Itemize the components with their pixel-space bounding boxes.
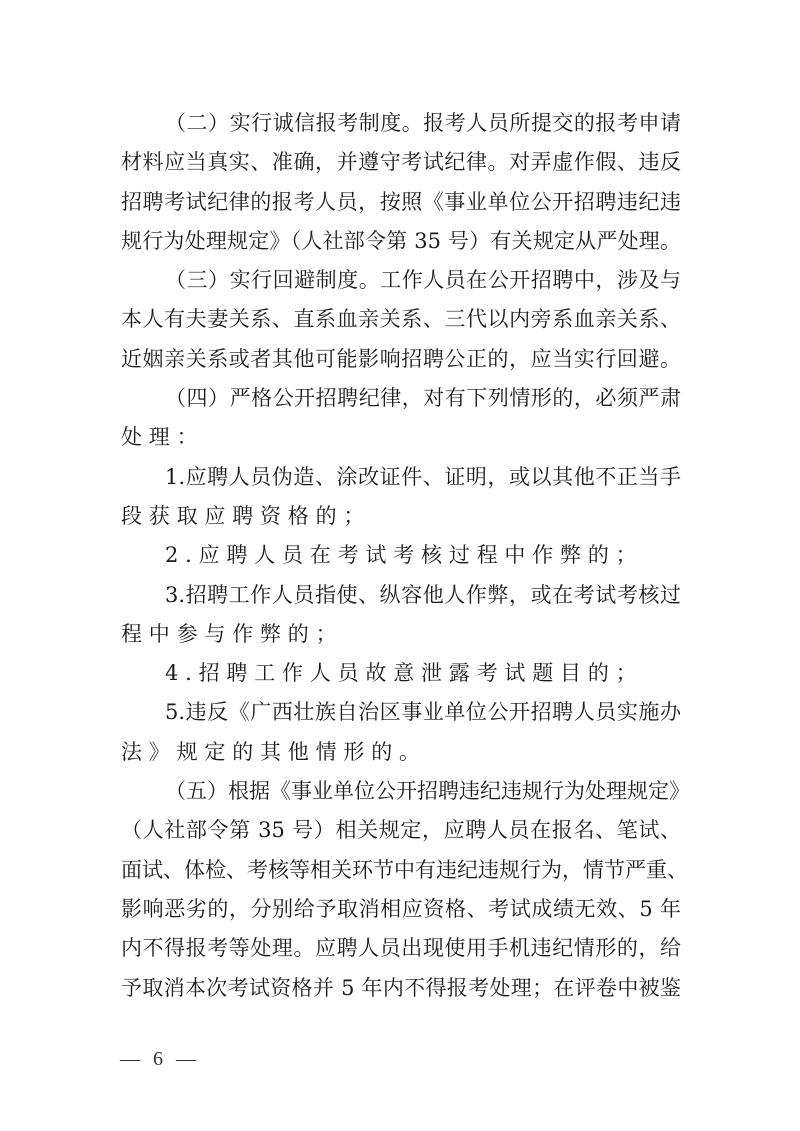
text-line: 规行为处理规定》（人社部令第 35 号）有关规定从严处理。 (121, 228, 681, 253)
text-line: 处理： (121, 425, 205, 450)
text-line: 4.招聘工作人员故意泄露考试题目的； (165, 661, 644, 686)
text-line: 2.应聘人员在考试考核过程中作弊的； (165, 543, 644, 568)
page-number: — 6 — (120, 1048, 200, 1070)
text-line: 招聘考试纪律的报考人员，按照《事业单位公开招聘违纪违 (121, 189, 681, 214)
text-line: 段获取应聘资格的； (121, 503, 372, 528)
text-line: （人社部令第 35 号）相关规定，应聘人员在报名、笔试、 (121, 818, 681, 843)
text-line: （三）实行回避制度。工作人员在公开招聘中，涉及与 (165, 268, 681, 293)
text-line: 予取消本次考试资格并 5 年内不得报考处理；在评卷中被鉴 (121, 975, 681, 1000)
text-line: 5.违反《广西壮族自治区事业单位公开招聘人员实施办 (165, 700, 681, 725)
text-line: 近姻亲关系或者其他可能影响招聘公正的，应当实行回避。 (121, 346, 681, 371)
text-line: （二）实行诚信报考制度。报考人员所提交的报考申请 (165, 111, 681, 135)
text-line: 影响恶劣的，分别给予取消相应资格、考试成绩无效、5 年 (121, 896, 681, 921)
text-line: 内不得报考等处理。应聘人员出现使用手机违纪情形的，给 (121, 936, 681, 961)
text-line: （四）严格公开招聘纪律，对有下列情形的，必须严肃 (165, 386, 681, 411)
text-line: 本人有夫妻关系、直系血亲关系、三代以内旁系血亲关系、 (121, 307, 681, 332)
text-line: 面试、体检、考核等相关环节中有违纪违规行为，情节严重、 (121, 857, 688, 882)
text-line: 程中参与作弊的； (121, 621, 344, 646)
document-body (121, 104, 690, 1008)
text-line: 法》规定的其他情形的。 (121, 739, 427, 764)
text-line: 材料应当真实、准确，并遵守考试纪律。对弄虚作假、违反 (121, 150, 681, 175)
text-line: （五）根据《事业单位公开招聘违纪违规行为处理规定》 (165, 779, 690, 804)
text-line: 3.招聘工作人员指使、纵容他人作弊，或在考试考核过 (165, 582, 681, 607)
text-line: 1.应聘人员伪造、涂改证件、证明，或以其他不正当手 (165, 464, 681, 489)
